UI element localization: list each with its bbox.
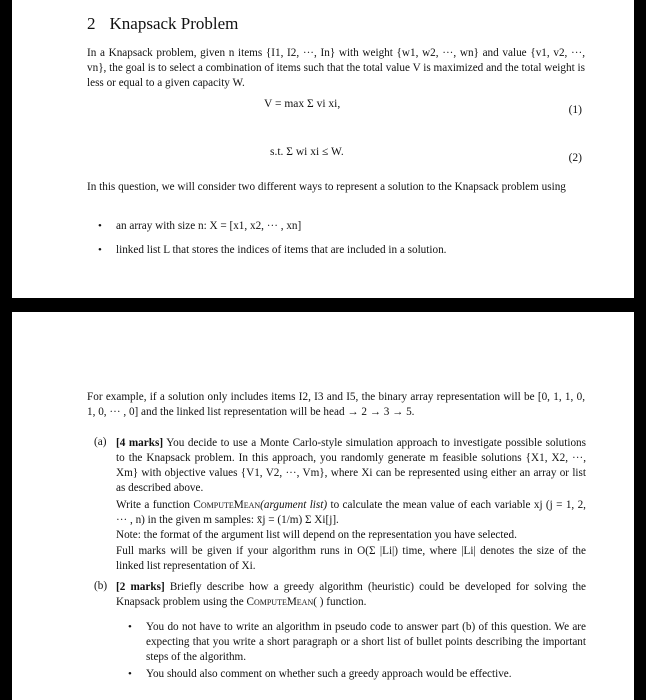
part-a-write-post: to calculate the mean value of each variable xj (j = 1, 2, ··· , n) in the given m samples: x̄j = (1/m) Σ Xi[j]. <box>116 499 586 526</box>
page-2 <box>12 312 634 700</box>
equation-2: s.t. Σ wi xi ≤ W. <box>270 146 344 158</box>
part-a-marks: [4 marks] <box>116 437 164 449</box>
page-1 <box>12 0 634 298</box>
part-a-label: (a) <box>94 436 107 448</box>
part-b-bullet-2: • You should also comment on whether such a greedy approach would be effective. <box>146 668 586 680</box>
section-number: 2 <box>87 14 96 33</box>
part-b-text-post: function. <box>326 596 367 608</box>
equation-1-number: (1) <box>568 104 582 116</box>
intro-paragraph: In a Knapsack problem, given n items {I1, I2, ···, In} with weight {w1, w2, ···, wn} and value {v1, v2, ···, vn}, the goal is to select a combination of items such that the total value V is maximized and the total weight is less or equal to a given capacity W. <box>87 47 585 89</box>
section-heading <box>87 14 238 34</box>
compute-mean-func: ComputeMean <box>193 499 261 511</box>
example-paragraph: For example, if a solution only includes items I2, I3 and I5, the binary array representation will be [0, 1, 1, 0, 1, 0, ··· , 0] and the linked list representation will be head → 2 → 3 → 5. <box>87 391 585 418</box>
part-b-text-pre: Briefly describe how a greedy algorithm (heuristic) could be developed for solving the Knapsack problem using the <box>116 581 587 608</box>
part-a-paragraph <box>116 436 586 496</box>
compute-mean-func-b: ComputeMean( ) <box>246 596 324 608</box>
argument-list: (argument list) <box>260 499 328 511</box>
equation-2-number: (2) <box>568 152 582 164</box>
equation-1: V = max Σ vi xi, <box>264 98 341 110</box>
part-a-note: Note: the format of the argument list will depend on the representation you have selected. <box>116 529 517 541</box>
part-b-bullet-1: • You do not have to write an algorithm in pseudo code to answer part (b) of this question. We are expecting that you write a short paragraph or a short list of bullet points describing the important steps of the algorithm. <box>146 620 586 665</box>
part-a-text: You decide to use a Monte Carlo-style simulation approach to investigate possible solutions to the Knapsack problem. In this approach, you randomly generate m feasible solutions {X1, X2, ···, Xm} with objective values {V1, V2, ···, Vm}, where Xi can be represented using either an array or list as described above. <box>116 437 586 494</box>
part-b-label: (b) <box>94 580 108 592</box>
part-a-full-marks: Full marks will be given if your algorithm runs in O(Σ |Li|) time, where |Li| denotes the size of the linked list representation of Xi. <box>116 545 586 572</box>
part-b-marks: [2 marks] <box>116 581 165 593</box>
section-title: Knapsack Problem <box>109 14 239 33</box>
bullet-linked-list: • linked list L that stores the indices of items that are included in a solution. <box>116 244 446 256</box>
question-paragraph: In this question, we will consider two different ways to represent a solution to the Knapsack problem using <box>87 181 566 193</box>
part-b-paragraph <box>116 580 586 610</box>
part-a-write <box>116 498 586 528</box>
part-a-write-pre: Write a function <box>116 499 191 511</box>
bullet-array: • an array with size n: X = [x1, x2, ··· , xn] <box>116 220 301 232</box>
